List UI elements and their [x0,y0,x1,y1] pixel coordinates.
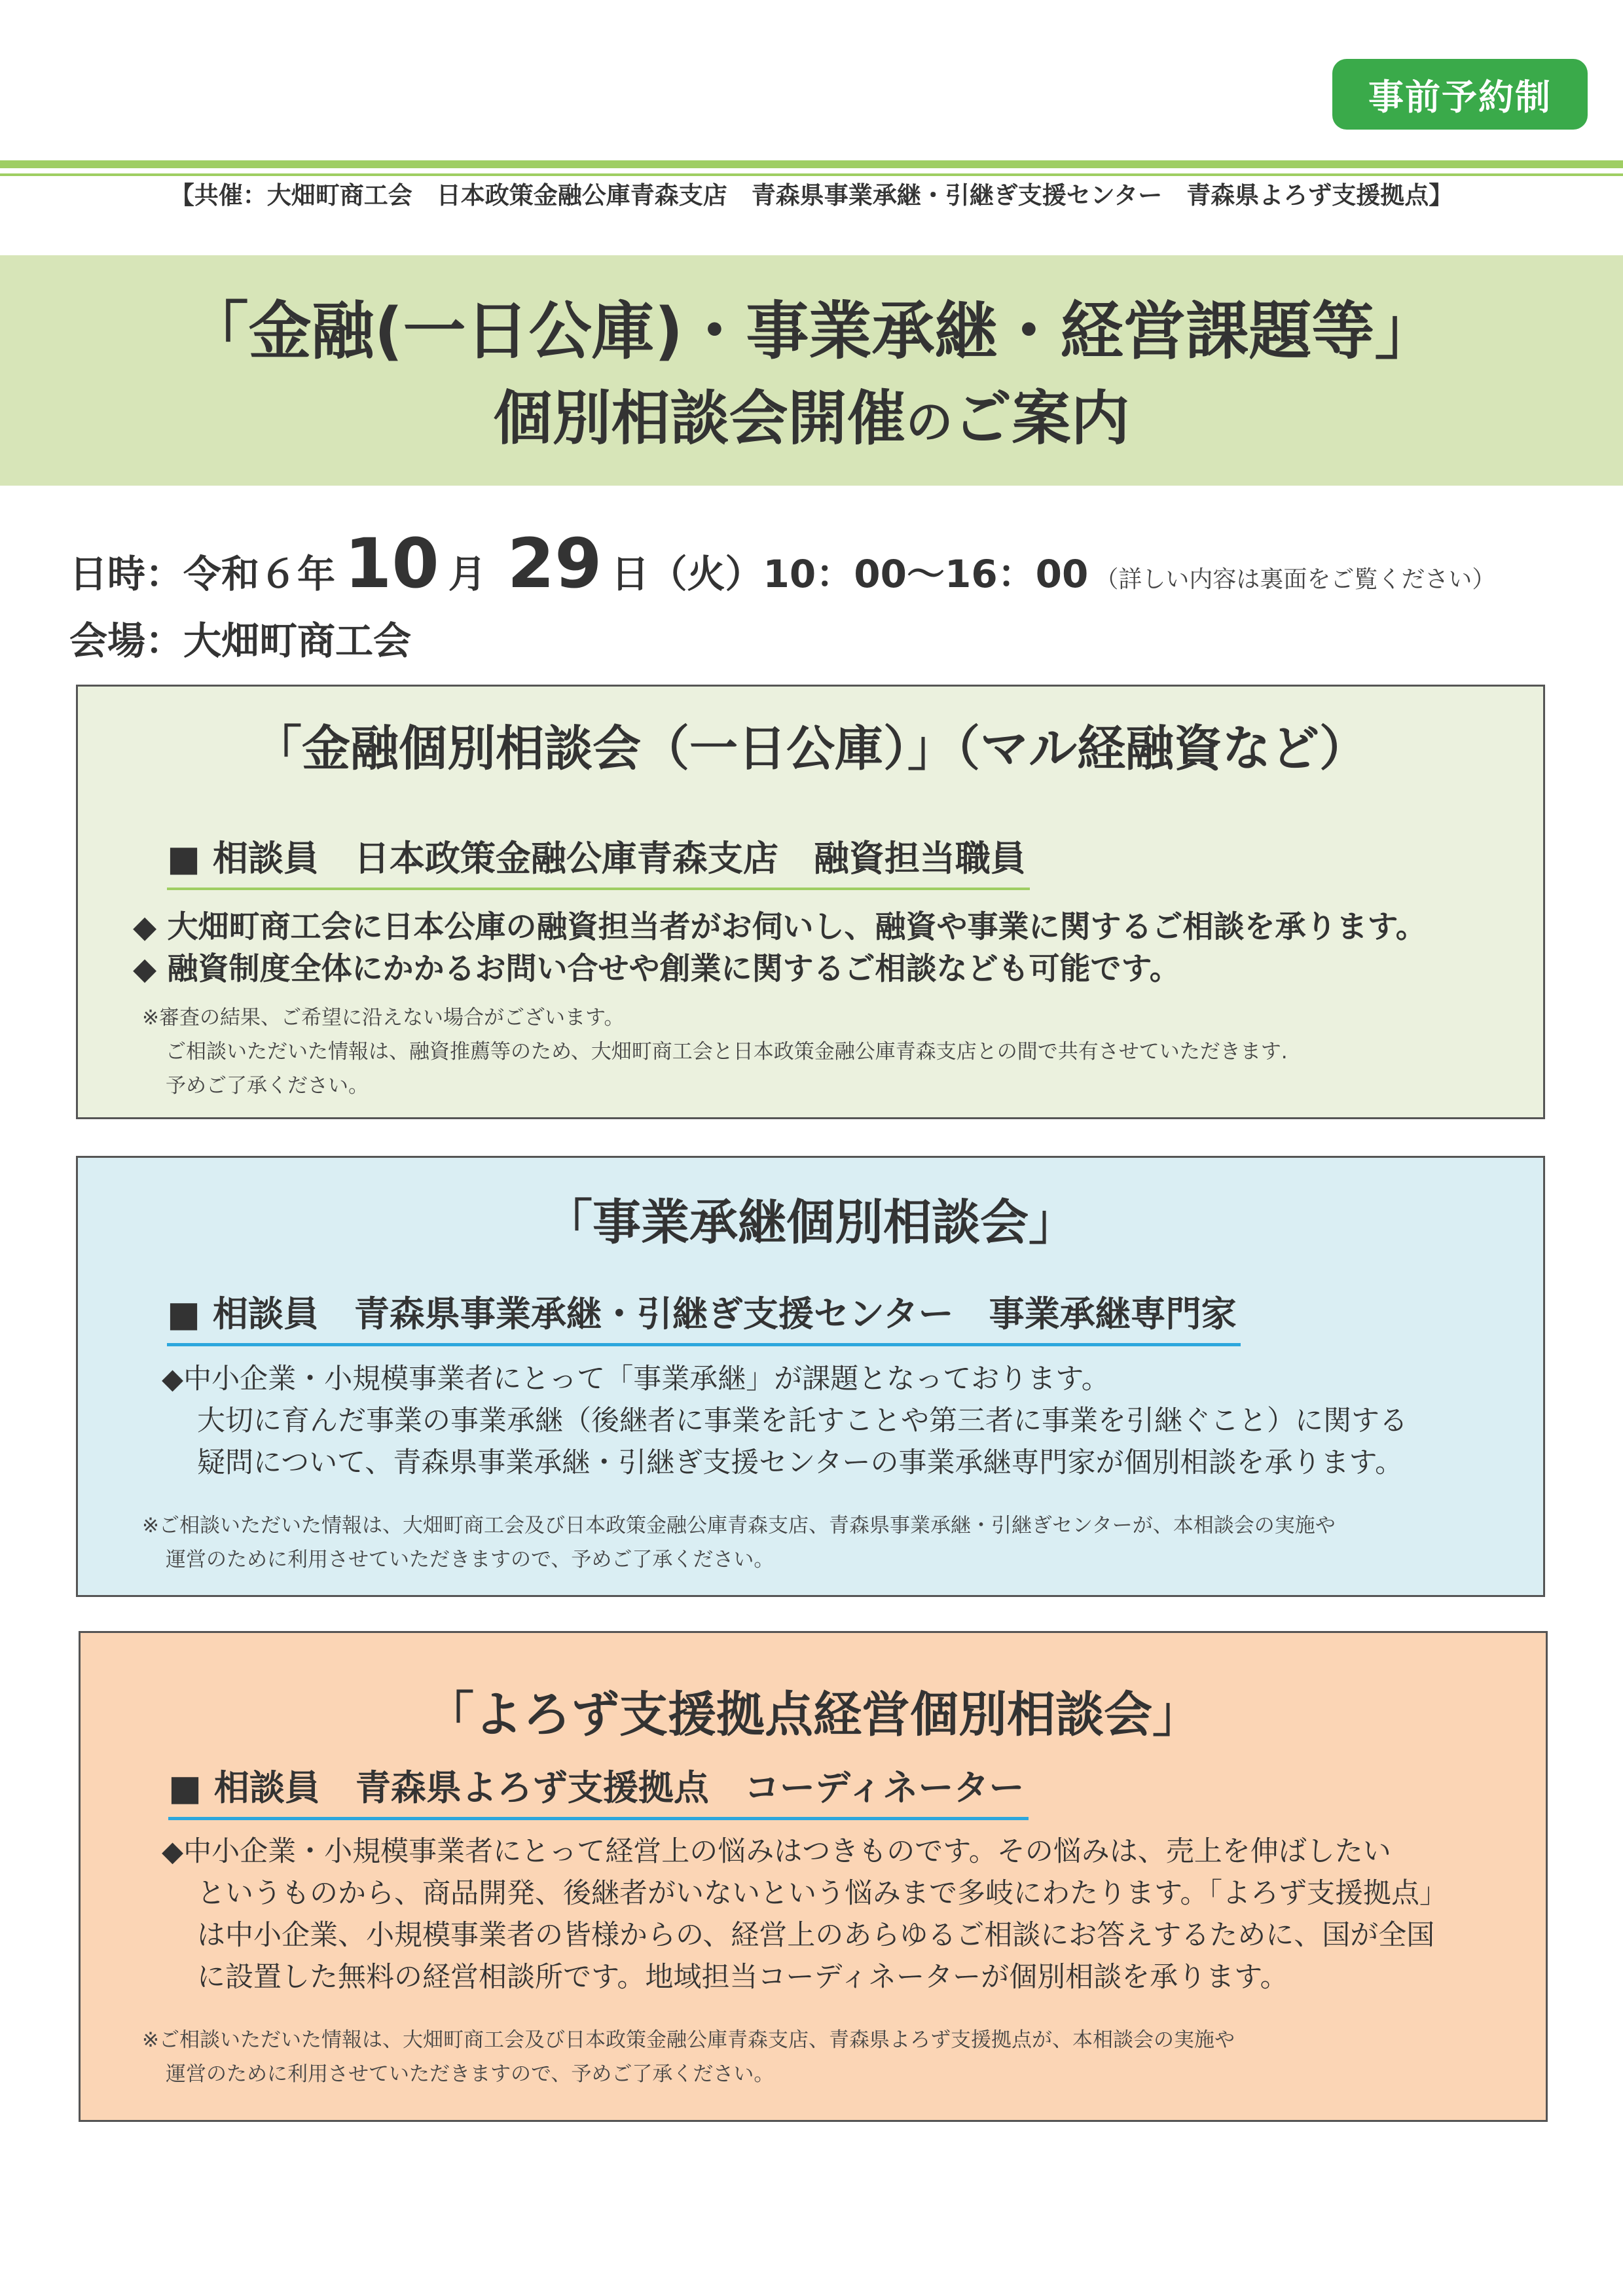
yorozu-paragraph-line: に設置した無料の経営相談所です。地域担当コーディネーターが個別相談を承ります。 [197,1961,1288,1994]
sub-title-particle: の [905,395,953,450]
succession-paragraph-line: 疑問について、青森県事業承継・引継ぎ支援センターの事業承継専門家が個別相談を承ります。 [197,1446,1404,1479]
finance-consultant: ■ 相談員 日本政策金融公庫青森支店 融資担当職員 [167,831,1030,890]
succession-section-title: 「事業承継個別相談会」 [544,1194,1077,1251]
date-day-unit: 日 [611,552,649,596]
finance-note: ご相談いただいた情報は、融資推薦等のため、大畑町商工会と日本政策金融公庫青森支店との間で共有させていただきます. [166,1040,1288,1064]
succession-paragraph-line: 大切に育んだ事業の事業承継（後継者に事業を託すことや第三者に事業を引継ぐこと）に関する [197,1405,1408,1437]
sub-title-end: ご案内 [953,384,1130,453]
finance-section-title: 「金融個別相談会（一日公庫）」（マル経融資など） [253,721,1368,777]
yorozu-section-title: 「よろず支援拠点経営個別相談会」 [426,1687,1201,1743]
succession-note: ※ご相談いただいた情報は、大畑町商工会及び日本政策金融公庫青森支店、青森県事業承継・引継ぎセンターが、本相談会の実施や [142,1514,1336,1537]
finance-note: 予めご了承ください。 [166,1074,369,1098]
date-note: （詳しい内容は裏面をご覧ください） [1095,566,1496,593]
succession-consultation-box [76,1156,1545,1597]
date-weekday: （火） [649,552,763,596]
sub-title [0,370,1623,456]
succession-paragraph-line: ◆中小企業・小規模事業者にとって「事業承継」が課題となっております。 [162,1363,1110,1395]
yorozu-paragraph-line: ◆中小企業・小規模事業者にとって経営上の悩みはつきものです。その悩みは、売上を伸ばしたい [162,1835,1391,1868]
yorozu-paragraph-line: というものから、商品開発、後継者がいないという悩みまで多岐にわたります。「よろず支援拠点」 [197,1877,1448,1910]
date-month-unit: 月 [448,552,486,596]
finance-consultation-box [76,685,1545,1119]
yorozu-consultation-box [79,1631,1548,2122]
finance-bullet: ◆ 大畑町商工会に日本公庫の融資担当者がお伺いし、融資や事業に関するご相談を承ります。 [133,909,1427,945]
finance-bullet: ◆ 融資制度全体にかかるお問い合せや創業に関するご相談なども可能です。 [133,951,1180,987]
yorozu-paragraph-line: は中小企業、小規模事業者の皆様からの、経営上のあらゆるご相談にお答えするために、国が全国 [197,1919,1435,1952]
venue-label: 会場： [69,619,184,663]
succession-consultant: ■ 相談員 青森県事業承継・引継ぎ支援センター 事業承継専門家 [167,1286,1241,1346]
event-date-line [69,524,1495,603]
yorozu-note: 運営のために利用させていただきますので、予めご了承ください。 [166,2062,775,2086]
header-rule-thick [0,160,1623,168]
date-label: 日時： [69,552,184,596]
date-era: 令和６年 [183,552,336,596]
event-venue-line [69,610,411,665]
yorozu-note: ※ご相談いただいた情報は、大畑町商工会及び日本政策金融公庫青森支店、青森県よろず支援拠点が、本相談会の実施や [142,2028,1235,2052]
date-day: 29 [507,524,602,603]
organizers-line: 【共催：大畑町商工会 日本政策金融公庫青森支店 青森県事業承継・引継ぎ支援センター 青森県よろず支援拠点】 [170,181,1453,209]
yorozu-consultant: ■ 相談員 青森県よろず支援拠点 コーディネーター [168,1760,1029,1820]
sub-title-main: 個別相談会開催 [493,384,906,453]
main-title: 「金融(一日公庫)・事業承継・経営課題等」 [185,295,1438,368]
event-time: 10：00〜16：00 [763,552,1089,596]
finance-note: ※審査の結果、ご希望に沿えない場合がございます。 [142,1006,625,1030]
date-month: 10 [344,524,439,603]
venue-name: 大畑町商工会 [183,619,412,663]
succession-note: 運営のために利用させていただきますので、予めご了承ください。 [166,1548,775,1571]
advance-reservation-badge: 事前予約制 [1332,59,1588,130]
